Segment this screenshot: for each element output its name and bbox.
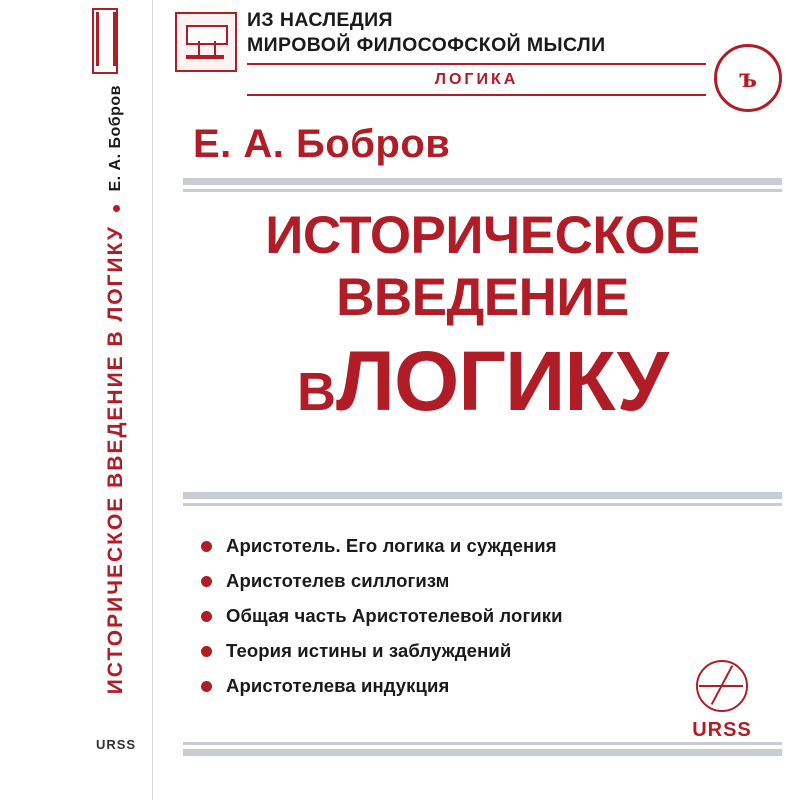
- author-name: Е. А. Бобров: [193, 122, 451, 166]
- bullet-icon: [201, 541, 212, 552]
- list-item: [201, 640, 780, 662]
- series-text-block: [247, 8, 706, 96]
- spine-series-mark: [92, 8, 118, 74]
- list-item: [201, 570, 780, 592]
- list-item: [201, 605, 780, 627]
- contents-item-label: Аристотель. Его логика и суждения: [226, 535, 557, 556]
- bullet-icon: [201, 611, 212, 622]
- contents-item-label: Аристотелев силлогизм: [226, 570, 450, 591]
- spine-title-text: ИСТОРИЧЕСКОЕ ВВЕДЕНИЕ В ЛОГИКУ: [104, 225, 127, 695]
- series-line-2: МИРОВОЙ ФИЛОСОФСКОЙ МЫСЛИ: [247, 34, 606, 56]
- spine-author-text: Е. А. Бобров: [107, 84, 124, 192]
- front-panel: [153, 0, 800, 800]
- title-line-3: [183, 334, 782, 448]
- spine-title: [80, 225, 152, 695]
- globe-icon: [696, 660, 748, 712]
- publisher-badge-glyph: ъ: [739, 61, 757, 94]
- series-header: [175, 8, 782, 106]
- series-subject: ЛОГИКА: [434, 71, 519, 88]
- publisher-badge-icon: [714, 44, 782, 112]
- title-line-3-small: В: [297, 362, 337, 422]
- title-line-1: ИСТОРИЧЕСКОЕ: [265, 206, 700, 265]
- title-line-3-big: ЛОГИКУ: [336, 334, 668, 428]
- spine-dot-icon: [113, 205, 120, 212]
- divider-above-title: [183, 178, 782, 192]
- publisher-name: URSS: [692, 719, 752, 741]
- bullet-icon: [201, 576, 212, 587]
- spine-publisher: URSS: [95, 737, 137, 752]
- contents-item-label: Теория истины и заблуждений: [226, 640, 512, 661]
- bullet-icon: [201, 646, 212, 657]
- footer-divider-thin: [183, 742, 782, 745]
- book-spine: [80, 0, 153, 800]
- title-line-2: ВВЕДЕНИЕ: [336, 268, 629, 327]
- book-on-stand-icon: [175, 12, 237, 72]
- book-title: [183, 205, 782, 448]
- spine-author: [80, 78, 152, 198]
- list-item: [201, 535, 780, 557]
- footer-divider-thick: [183, 749, 782, 756]
- contents-item-label: Общая часть Аристотелевой логики: [226, 605, 563, 626]
- divider-below-title: [183, 492, 782, 506]
- series-line-1: ИЗ НАСЛЕДИЯ: [247, 9, 393, 31]
- contents-item-label: Аристотелева индукция: [226, 675, 450, 696]
- series-divider-bottom: [247, 94, 706, 96]
- publisher-mark: [684, 660, 760, 742]
- bullet-icon: [201, 681, 212, 692]
- series-divider-top: [247, 63, 706, 65]
